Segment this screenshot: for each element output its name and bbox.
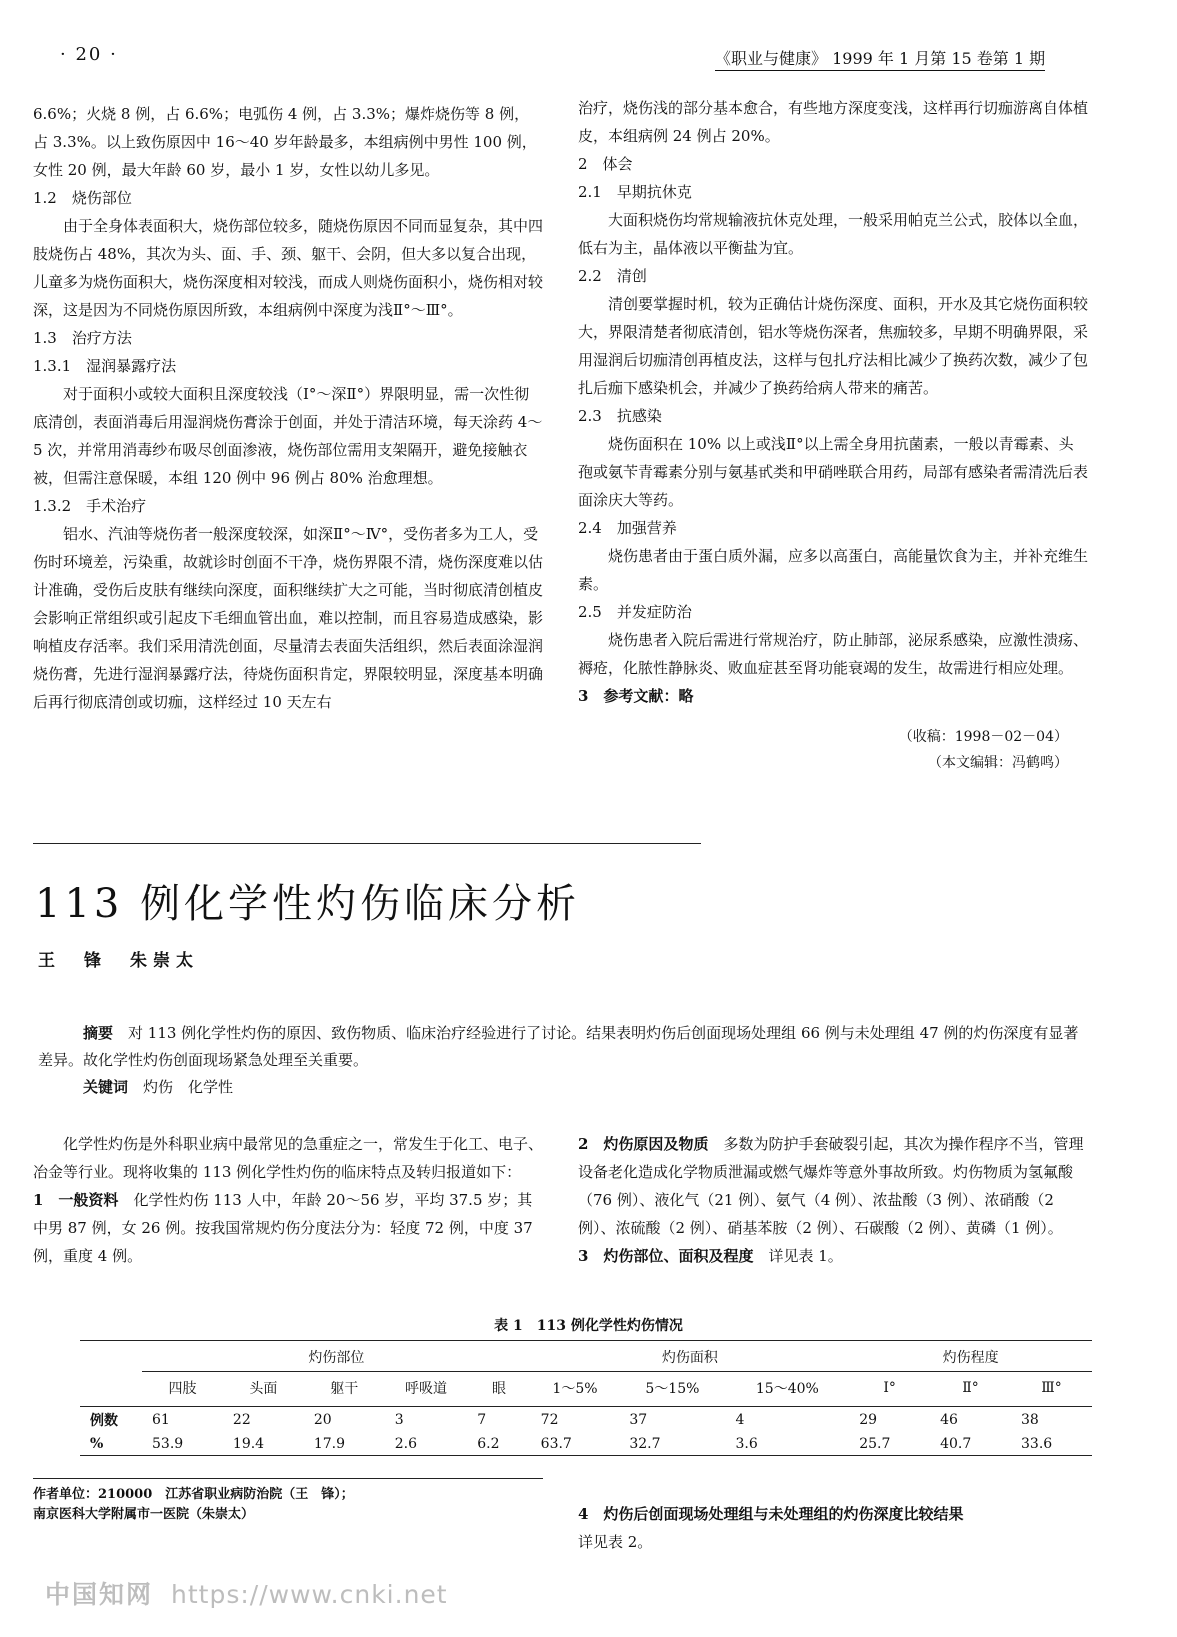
table-column-header: [80, 1372, 1092, 1407]
article-separator: [33, 843, 701, 844]
section-2-heading: 2 灼伤原因及物质: [578, 1135, 709, 1153]
paragraph: 治疗，烧伤浅的部分基本愈合，有些地方深度变浅，这样再行切痂游离自体植皮，本组病例 24 例占 20%。: [578, 99, 1089, 145]
section-heading: 1.3.2 手术治疗: [33, 497, 147, 515]
table-cell: 46: [940, 1412, 958, 1428]
prev-article-left-column: [33, 100, 543, 716]
table-1-title: 表 1 113 例化学性灼伤情况: [494, 1318, 683, 1334]
abstract: [38, 1020, 1088, 1074]
group-location: 灼伤部位: [142, 1341, 531, 1372]
table-cell: 4: [735, 1412, 745, 1428]
section-heading: 1.3 治疗方法: [33, 329, 132, 347]
paragraph: 烧伤患者由于蛋白质外漏，应多以高蛋白，高能量饮食为主，并补充维生素。: [578, 547, 1089, 593]
table-1: [80, 1340, 1092, 1456]
table-cell: 25.7: [859, 1436, 891, 1452]
table-group-header: [80, 1341, 1092, 1372]
column-header: 呼吸道: [404, 1381, 447, 1397]
table-cell: 61: [152, 1412, 170, 1428]
paragraph: 由于全身体表面积大，烧伤部位较多，随烧伤原因不同而显复杂，其中四肢烧伤占 48%，其次为头、面、手、颈、躯干、会阴，但大多以复合出现，儿童多为烧伤面积大，烧伤深度相对较浅，而成人则烧伤面积小，烧伤相对较深，这是因为不同烧伤原因所致，本组病例中深度为浅Ⅱ°～Ⅲ°。: [33, 217, 544, 319]
affiliation-line-1: 作者单位：210000 江苏省职业病防治院（王 锋）；: [33, 1487, 354, 1502]
article-authors: 王 锋 朱崇太: [38, 951, 199, 971]
section-1-heading: 1 一般资料: [33, 1191, 119, 1209]
paragraph: 烧伤患者入院后需进行常规治疗，防止肺部，泌尿系感染，应激性溃疡、褥疮，化脓性静脉炎、败血症甚至肾功能衰竭的发生，故需进行相应处理。: [578, 631, 1089, 677]
table-body: [80, 1407, 1092, 1456]
table-cell: 53.9: [152, 1436, 184, 1452]
table-row: [80, 1433, 1092, 1456]
section-2: [578, 1130, 1088, 1242]
keywords-label: 关键词: [83, 1078, 129, 1096]
table-cell: 3.6: [735, 1436, 758, 1452]
table-cell: 3: [394, 1412, 404, 1428]
section-heading: 2.1 早期抗休克: [578, 183, 692, 201]
section-heading: 1.2 烧伤部位: [33, 189, 132, 207]
column-header: 四肢: [168, 1381, 197, 1397]
section-heading: 2.4 加强营养: [578, 519, 677, 537]
section-2-text: 多数为防护手套破裂引起，其次为操作程序不当，管理设备老化造成化学物质泄漏或燃气爆炸等意外事故所致。灼伤物质为氢氟酸（76 例）、液化气（21 例）、氨气（4 例）、浓盐酸（3 例）、浓硝酸（2 例）、浓硫酸（2 例）、硝基苯胺（2 例）、石碳酸（2 例）、黄磷（1 例）。: [578, 1135, 1084, 1237]
section-heading: 3 参考文献：略: [578, 687, 694, 705]
table-cell: 32.7: [629, 1436, 661, 1452]
section-heading: 1.3.1 湿润暴露疗法: [33, 357, 177, 375]
section-heading: 2 体会: [578, 155, 633, 173]
table-cell: 40.7: [940, 1436, 972, 1452]
abstract-block: [38, 1020, 1088, 1101]
received-date: （收稿：1998－02－04）: [898, 729, 1068, 745]
paragraph: 大面积烧伤均常规输液抗休克处理，一般采用帕克兰公式，胶体以全血，低右为主，晶体液以平衡盐为宜。: [578, 211, 1089, 257]
group-area: 灼伤面积: [531, 1341, 850, 1372]
paragraph: 清创要掌握时机，较为正确估计烧伤深度、面积，开水及其它烧伤面积较大，界限清楚者彻底清创，铝水等烧伤深者，焦痂较多，早期不明确界限，采用湿润后切痂清创再植皮法，这样与包扎疗法相比减少了换药次数，减少了包扎后痂下感染机会，并减少了换药给病人带来的痛苦。: [578, 295, 1089, 397]
burn-table: [80, 1340, 1092, 1456]
keywords-text: 灼伤 化学性: [128, 1078, 234, 1096]
article-title: 113 例化学性灼伤临床分析: [35, 881, 581, 927]
table-cell: 22: [232, 1412, 251, 1428]
section-3-text: 详见表 1。: [753, 1247, 843, 1265]
paragraph: 对于面积小或较大面积且深度较浅（Ⅰ°～深Ⅱ°）界限明显，需一次性彻底清创，表面消毒后用湿润烧伤膏涂于创面，并处于清洁环境，每天涂药 4～5 次，并常用消毒纱布吸尽创面渗液，烧伤部位需用支架隔开，避免接触衣被，但需注意保暖，本组 120 例中 96 例占 80% 治愈理想。: [33, 385, 543, 487]
intro-paragraph: 化学性灼伤是外科职业病中最常见的急重症之一，常发生于化工、电子、冶金等行业。现将收集的 113 例化学性灼伤的临床特点及转归报道如下：: [33, 1135, 544, 1181]
article-left-column: [33, 1130, 543, 1270]
affiliation-line-2: 南京医科大学附属市一医院（朱崇太）: [33, 1507, 255, 1522]
paragraph: 烧伤面积在 10% 以上或浅Ⅱ°以上需全身用抗菌素，一般以青霉素、头孢或氨苄青霉素分别与氨基甙类和甲硝唑联合用药，局部有感染者需清洗后表面涂庆大等药。: [578, 435, 1089, 509]
paragraph: 6.6%；火烧 8 例，占 6.6%；电弧伤 4 例，占 3.3%；爆炸烧伤等 8 例，占 3.3%。以上致伤原因中 16～40 岁年龄最多，本组病例中男性 100 例，女性 20 例，最大年龄 60 岁，最小 1 岁，女性以幼儿多见。: [33, 105, 537, 179]
column-header: Ⅲ°: [1041, 1380, 1062, 1396]
section-heading: 2.2 清创: [578, 267, 647, 285]
group-degree: 灼伤程度: [849, 1341, 1092, 1372]
row-label: 例数: [90, 1413, 118, 1429]
table-cell: 2.6: [394, 1436, 417, 1452]
column-header: 头面: [249, 1381, 278, 1397]
section-heading: 2.3 抗感染: [578, 407, 662, 425]
table-cell: 63.7: [540, 1436, 572, 1452]
article-right-column: [578, 1130, 1088, 1270]
table-cell: 37: [629, 1412, 648, 1428]
journal-header: 《职业与健康》 1999 年 1 月第 15 卷第 1 期: [715, 46, 1045, 71]
author-affiliation: [33, 1478, 543, 1525]
column-header: 5～15%: [645, 1381, 700, 1397]
column-header: 15～40%: [755, 1381, 819, 1397]
table-cell: 19.4: [232, 1436, 265, 1452]
column-header: Ⅰ°: [883, 1380, 896, 1396]
column-header: 1～5%: [552, 1381, 598, 1397]
table-cell: 20: [313, 1412, 332, 1428]
watermark-url: https://www.cnki.net: [171, 1580, 448, 1609]
section-1-text: 化学性灼伤 113 人中，年龄 20～56 岁，平均 37.5 岁；其中男 87 例，女 26 例。按我国常规灼伤分度法分为：轻度 72 例，中度 37 例，重度 4 例。: [33, 1191, 533, 1265]
column-header: 躯干: [330, 1381, 359, 1397]
row-label: %: [90, 1436, 104, 1452]
prev-article-right-body: [578, 94, 1088, 710]
table-cell: 17.9: [313, 1436, 345, 1452]
article-editor: （本文编辑：冯鹤鸣）: [928, 755, 1068, 771]
table-row: [80, 1407, 1092, 1434]
table-cell: 33.6: [1021, 1436, 1053, 1452]
watermark-site: 中国知网: [45, 1580, 154, 1609]
column-header: Ⅱ°: [962, 1380, 979, 1396]
table-cell: 7: [477, 1412, 487, 1428]
section-heading: 2.5 并发症防治: [578, 603, 692, 621]
prev-article-right-column: [578, 94, 1088, 776]
table-cell: 38: [1021, 1412, 1039, 1428]
keywords: [38, 1074, 1088, 1101]
table-cell: 6.2: [477, 1436, 500, 1452]
abstract-label: 摘要: [83, 1024, 114, 1042]
table-cell: 72: [540, 1412, 559, 1428]
cnki-watermark: [45, 1575, 448, 1611]
section-3-heading: 3 灼伤部位、面积及程度: [578, 1247, 754, 1265]
section-4-block: [578, 1500, 1088, 1556]
section-4-text: 详见表 2。: [578, 1533, 653, 1551]
abstract-text: 对 113 例化学性灼伤的原因、致伤物质、临床治疗经验进行了讨论。结果表明灼伤后创面现场处理组 66 例与未处理组 47 例的灼伤深度有显著差异。故化学性灼伤创面现场紧急处理至关重要。: [38, 1024, 1079, 1069]
section-3: [578, 1242, 1088, 1270]
section-1: [33, 1186, 543, 1270]
paragraph: 铝水、汽油等烧伤者一般深度较深，如深Ⅱ°～Ⅳ°，受伤者多为工人，受伤时环境差，污染重，故就诊时创面不干净，烧伤界限不清，烧伤深度难以估计准确，受伤后皮肤有继续向深度，面积继续扩大之可能，当时彻底清创植皮会影响正常组织或引起皮下毛细血管出血，难以控制，而且容易造成感染，影响植皮存活率。我们采用清洗创面，尽量清去表面失活组织，然后表面涂湿润烧伤膏，先进行湿润暴露疗法，待烧伤面积肯定，界限较明显，深度基本明确后再行彻底清创或切痂，这样经过 10 天左右: [33, 525, 544, 711]
column-header: 眼: [491, 1381, 506, 1397]
table-cell: 29: [859, 1412, 878, 1428]
page-number: · 20 ·: [60, 44, 118, 65]
section-4-heading: 4 灼伤后创面现场处理组与未处理组的灼伤深度比较结果: [578, 1505, 964, 1523]
